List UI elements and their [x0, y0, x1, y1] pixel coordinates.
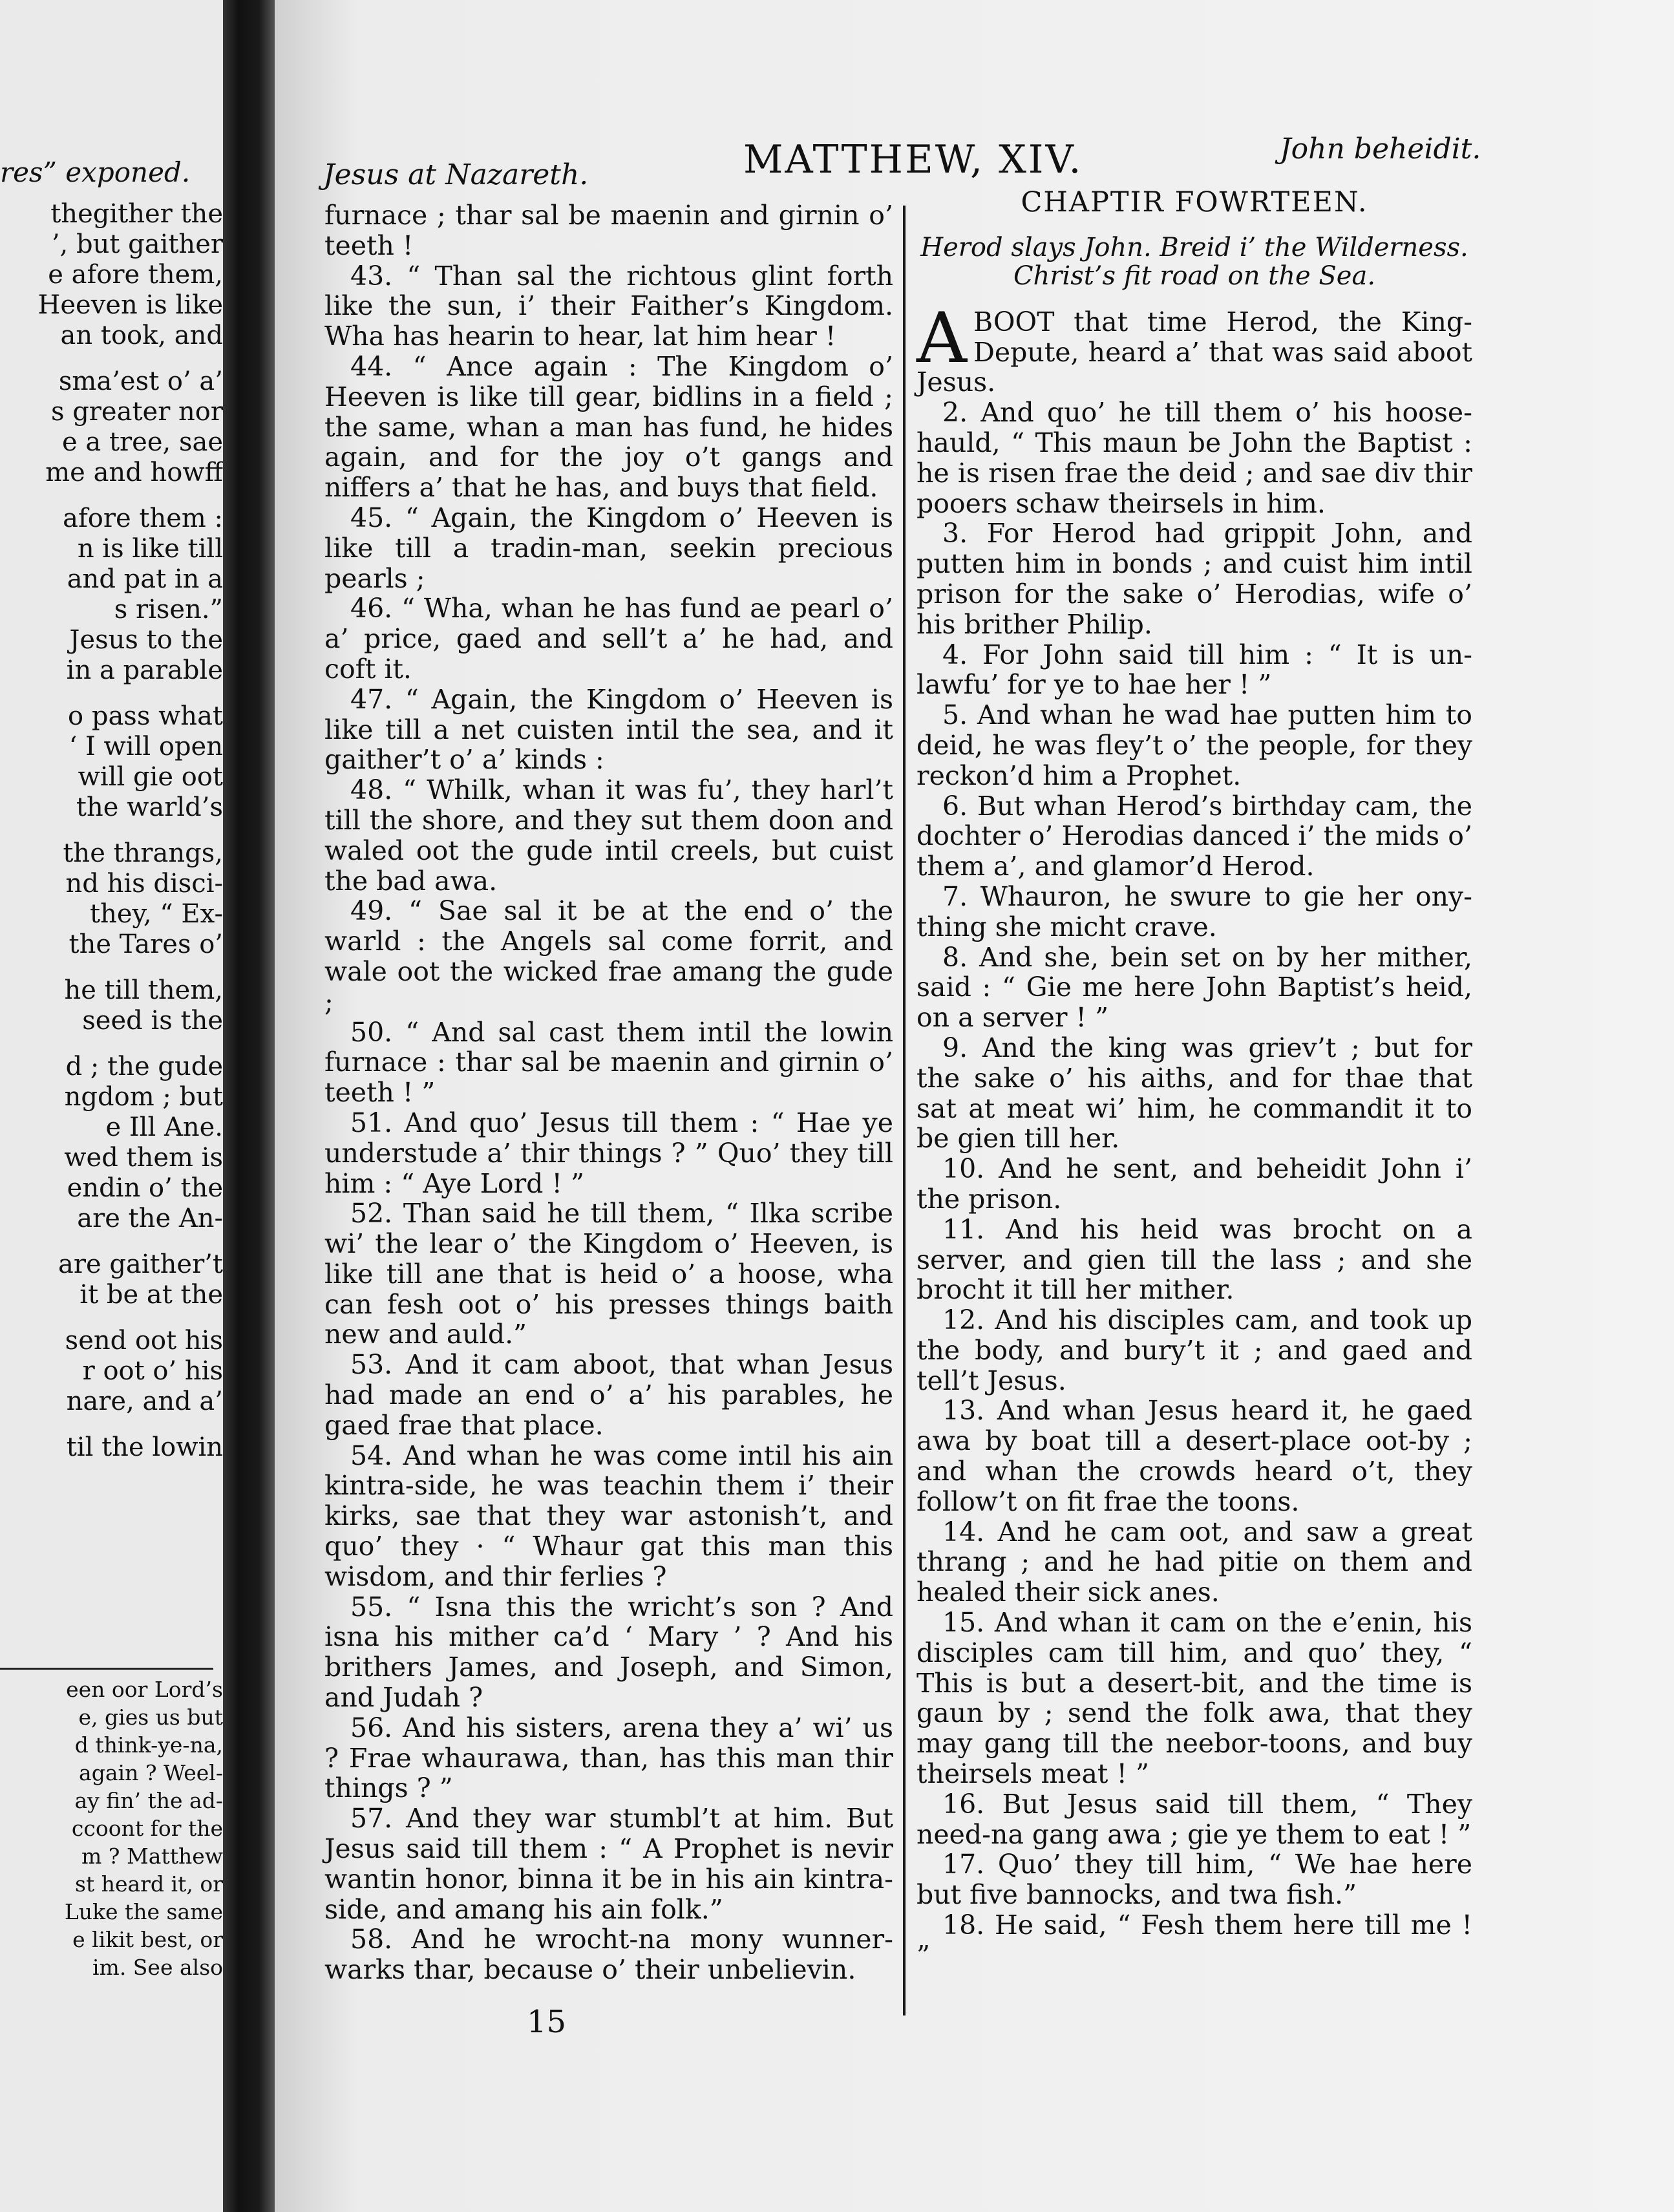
left-page-line: the thrangs, [63, 838, 223, 868]
verse: 58. And he wrocht-na mony wunner-warks thar, because o’ their unbelievin. [324, 1924, 893, 1986]
verse: 17. Quo’ they till him, “ We hae here but five bannocks, and twa fish.” [916, 1849, 1472, 1911]
verse: 9. And the king was griev’t ; but for the sake o’ his aiths, and for thae that sat at meat wi’ him, he commandit it to be gien till her. [916, 1032, 1472, 1154]
page-number: 15 [527, 2004, 567, 2040]
verse: 12. And his disciples cam, and took up the body, and bury’t it ; and gaed and tell’t Jesus. [916, 1304, 1472, 1396]
running-head-left: Jesus at Nazareth. [323, 158, 589, 191]
left-page-line: endin o’ the [67, 1173, 223, 1203]
verse: 48. “ Whilk, whan it was fu’, they harl’t till the shore, and they sut them doon and waled oot the gude intil creels, but cuist the bad awa. [324, 774, 893, 897]
left-page-line: me and howff [45, 458, 223, 487]
left-running-head: res” exponed. [0, 156, 191, 188]
verse: 54. And whan he was come intil his ain kintra-side, he was teachin them i’ their kirks, sae that they war astonish’t, and quo’ they · “ Whaur gat this man this wisdom, and thir ferlies ? [324, 1440, 893, 1592]
footnote-line: m ? Matthew [81, 1844, 223, 1869]
verse: 44. “ Ance again : The Kingdom o’ Heeven is like till gear, bidlins in a field ; the same, whan a man has fund, he hides again, and for the joy o’t gangs and niffers a’ that he has, and buys that field. [324, 350, 893, 504]
left-page-line: d ; the gude [65, 1052, 223, 1081]
verse: 50. “ And sal cast them intil the lowin furnace : thar sal be maenin and girnin o’ teeth ! ” [324, 1016, 893, 1109]
footnote-line: ccoont for the [71, 1816, 223, 1841]
verse: 16. But Jesus said till them, “ They need-na gang awa ; gie ye them to eat ! ” [916, 1788, 1472, 1850]
chapter-summary-line-2: Christ’s fit road on the Sea. [1013, 261, 1376, 291]
chapter-summary-line-1: Herod slays John. Breid i’ the Wilderness. [920, 232, 1468, 262]
chapter-title: CHAPTIR FOWRTEEN. [1021, 186, 1368, 218]
running-head-center: MATTHEW, XIV. [743, 137, 1083, 182]
left-page-line: are gaither’t [58, 1250, 223, 1279]
left-page-line: e Ill Ane. [105, 1112, 223, 1142]
left-page-line: nare, and a’ [66, 1387, 223, 1416]
left-page-line: wed them is [64, 1143, 223, 1173]
text-column-right [916, 187, 1472, 1971]
left-page-line: afore them : [63, 504, 223, 533]
left-page-line: e afore them, [48, 260, 223, 290]
verse: 2. And quo’ he till them o’ his hoose-hauld, “ This maun be John the Baptist : he is risen frae the deid ; and sae div thir pooers schaw theirsels in him. [916, 397, 1472, 519]
continuation-text: furnace ; thar sal be maenin and girnin o’ teeth ! [324, 200, 893, 261]
text-column-left [324, 200, 893, 1985]
left-page-line: Heeven is like [37, 290, 223, 320]
verse: 6. But whan Herod’s birthday cam, the dochter o’ Herodias danced i’ the mids o’ them a’, and glamor’d Herod. [916, 790, 1472, 882]
left-page-line: nd his disci- [65, 869, 223, 899]
verse: 46. “ Wha, whan he has fund ae pearl o’ a’ price, gaed and sell’t a’ he had, and coft it. [324, 593, 893, 685]
verse: 49. “ Sae sal it be at the end o’ the warld : the Angels sal come forrit, and wale oot the wicked frae amang the gude ; [324, 895, 893, 1017]
left-page-line: ‘ I will open [69, 732, 223, 761]
first-verse-text: BOOT that time Herod, the King-Depute, heard a’ that was said aboot Jesus. [916, 306, 1472, 398]
left-page-line: it be at the [79, 1280, 223, 1310]
left-page-line: s greater nor [50, 397, 223, 427]
left-page-line: e a tree, sae [62, 427, 223, 457]
drop-cap: A [916, 297, 967, 379]
verse: 15. And whan it cam on the e’enin, his disciples cam till him, and quo’ they, “ This is but a desert-bit, and the time is gaun by ; send the folk awa, that they may gang till the neebor-toons, and buy theirsels meat ! ” [916, 1607, 1472, 1790]
verse: 3. For Herod had grippit John, and putten him in bonds ; and cuist him intil prison for the sake o’ Herodias, wife o’ his brither Philip. [916, 518, 1472, 640]
verse: 55. “ Isna this the wricht’s son ? And isna his mither ca’d ‘ Mary ’ ? And his brithers James, and Joseph, and Simon, and Judah ? [324, 1591, 893, 1714]
left-page-line: will gie oot [78, 762, 223, 792]
verse: 53. And it cam aboot, that whan Jesus had made an end o’ a’ his parables, he gaed frae that place. [324, 1349, 893, 1441]
first-verse [916, 297, 1472, 398]
verse: 7. Whauron, he swure to gie her ony-thing she micht crave. [916, 880, 1472, 942]
footnote-line: again ? Weel- [79, 1760, 223, 1785]
verse: 47. “ Again, the Kingdom o’ Heeven is like till a net cuisten intil the sea, and it gaither’t o’ a’ kinds : [324, 683, 893, 776]
verse: 8. And she, bein set on by her mither, said : “ Gie me here John Baptist’s heid, on a server ! ” [916, 941, 1472, 1034]
left-page-line: an took, and [60, 321, 223, 350]
left-page-line: in a parable [66, 655, 223, 685]
chapter-summary [916, 233, 1472, 290]
footnote-line: ay fin’ the ad- [74, 1788, 223, 1813]
verse-list-right [916, 398, 1472, 1970]
footnote-line: d think-ye-na, [74, 1732, 223, 1758]
left-page-line: send oot his [65, 1326, 223, 1356]
verse: 51. And quo’ Jesus till them : “ Hae ye understude a’ thir things ? ” Quo’ they till him : “ Aye Lord ! ” [324, 1107, 893, 1199]
verse-list-left [324, 261, 893, 1985]
footnote-line: Luke the same [64, 1899, 223, 1924]
left-page-line: sma’est o’ a’ [58, 367, 223, 396]
left-page-line: he till them, [64, 975, 223, 1005]
verse: 52. Than said he till them, “ Ilka scribe wi’ the lear o’ the Kingdom o’ Heeven, is like till ane that is heid o’ a hoose, wha can fesh oot o’ his presses things baith new and auld.” [324, 1198, 893, 1350]
verse: 18. He said, “ Fesh them here till me ! ” [916, 1909, 1472, 1971]
left-page-line: thegither the [50, 199, 223, 229]
left-page-line: the Tares o’ [69, 930, 223, 959]
left-page-line: they, “ Ex- [90, 899, 223, 929]
column-divider [903, 206, 906, 2015]
footnote-rule [0, 1668, 213, 1670]
running-head-right: John beheidit. [1280, 133, 1481, 165]
verse: 43. “ Than sal the richtous glint forth like the sun, i’ their Faither’s Kingdom. Wha has hearin to hear, lat him hear ! [324, 260, 893, 352]
verse: 45. “ Again, the Kingdom o’ Heeven is like till a tradin-man, seekin precious pearls ; [324, 502, 893, 594]
verse: 4. For John said till him : “ It is un-lawfu’ for ye to hae her ! ” [916, 639, 1472, 701]
left-page-line: Jesus to the [69, 625, 223, 655]
left-page-line: r oot o’ his [82, 1356, 223, 1386]
left-page-line: the warld’s [76, 792, 223, 822]
left-page-line: s risen.” [114, 595, 223, 624]
footnote-line: im. See also [92, 1955, 223, 1980]
left-page-line: are the An- [77, 1204, 223, 1233]
verse: 57. And they war stumbl’t at him. But Jesus said till them : “ A Prophet is nevir wantin honor, binna it be in his ain kintra-side, and amang his ain folk.” [324, 1803, 893, 1925]
book-gutter [223, 0, 275, 2212]
footnote-line: st heard it, or [75, 1871, 223, 1897]
left-page-line: o pass what [68, 701, 223, 731]
left-page-line: and pat in a [67, 564, 223, 594]
verse: 14. And he cam oot, and saw a great thrang ; and he had pitie on them and healed their sick anes. [916, 1516, 1472, 1608]
footnote-line: e, gies us but [78, 1705, 223, 1730]
left-page-line: n is like till [77, 534, 223, 564]
verse: 56. And his sisters, arena they a’ wi’ us ? Frae whaurawa, than, has this man thir things ? ” [324, 1712, 893, 1804]
left-page-line: ’, but gaither [51, 229, 223, 259]
left-page-line: til the lowin [66, 1432, 223, 1462]
left-page-line: seed is the [82, 1006, 223, 1036]
verse: 11. And his heid was brocht on a server, and gien till the lass ; and she brocht it till her mither. [916, 1213, 1472, 1306]
verse: 10. And he sent, and beheidit John i’ the prison. [916, 1153, 1472, 1215]
footnote-line: e likit best, or [72, 1927, 223, 1952]
verse: 5. And whan he wad hae putten him to deid, he was fley’t o’ the people, for they reckon’d him a Prophet. [916, 699, 1472, 791]
left-page [0, 0, 223, 2212]
left-page-line: ngdom ; but [64, 1082, 223, 1112]
verse: 13. And whan Jesus heard it, he gaed awa by boat till a desert-place oot-by ; and whan the crowds heard o’t, they follow’t on fit frae the toons. [916, 1395, 1472, 1517]
footnote-line: een oor Lord’s [66, 1677, 223, 1702]
